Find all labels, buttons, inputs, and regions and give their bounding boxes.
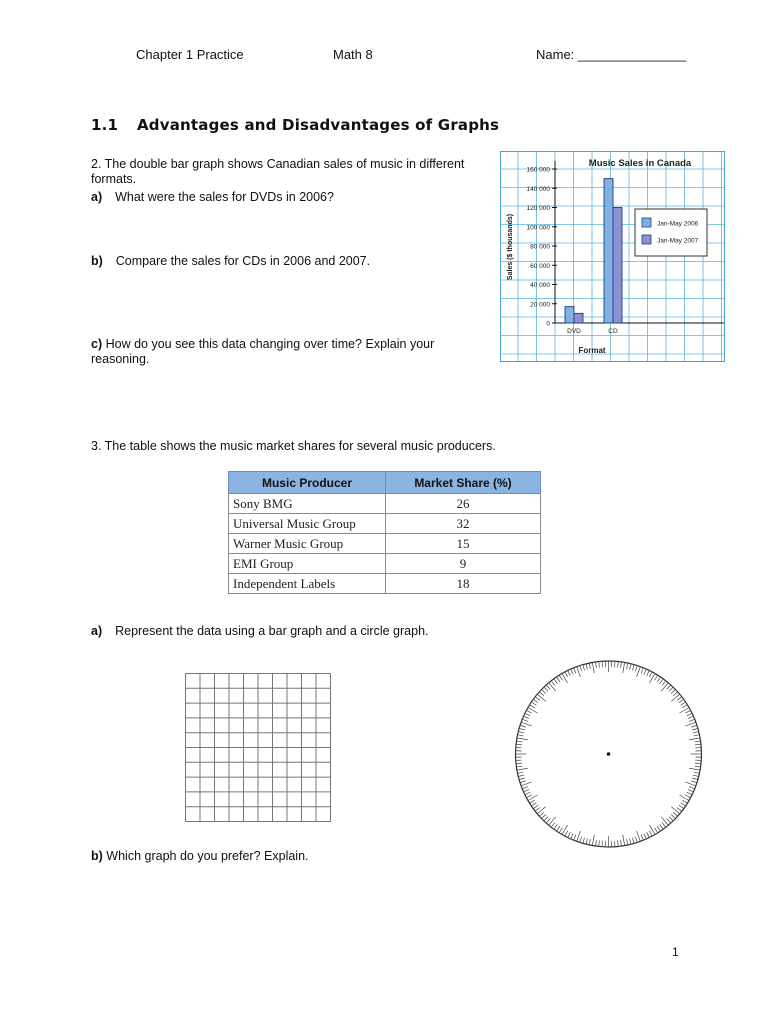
table-row: [229, 494, 541, 514]
q3-a-label: a): [91, 624, 103, 638]
table-row: [229, 534, 541, 554]
q2-intro-line2: formats.: [91, 172, 137, 186]
chart-legend-box: [635, 209, 707, 256]
chart-y-tick-label: 80 000: [530, 243, 550, 251]
chart-y-tick-label: 120 000: [526, 205, 550, 212]
market-share-table: [228, 471, 541, 594]
chart-legend-swatch: [642, 218, 651, 227]
table-cell-producer: Universal Music Group: [229, 514, 386, 534]
q2-a-label: a): [91, 190, 103, 204]
chart-y-tick-label: 40 000: [530, 282, 550, 289]
chart-y-tick-label: 140 000: [526, 185, 550, 193]
q2-part-b: [91, 254, 370, 269]
chart-y-tick-label: 160 000: [526, 166, 550, 174]
table-cell-share: 15: [386, 534, 541, 554]
chart-y-tick-label: 60 000: [530, 262, 550, 270]
chart-bar-cd-2: [613, 208, 622, 324]
table-cell-producer: Sony BMG: [229, 494, 386, 514]
q2-part-a: [91, 190, 334, 205]
header-subject: Math 8: [333, 47, 373, 62]
header-name-field: Name: _______________: [536, 47, 687, 62]
q3-part-a: [91, 624, 429, 639]
table-cell-share: 9: [386, 554, 541, 574]
q3-b-text: Which graph do you prefer? Explain.: [106, 849, 309, 863]
q3-part-b: [91, 849, 309, 864]
chart-bar-dvd-1: [565, 307, 574, 323]
header-chapter: Chapter 1 Practice: [136, 47, 244, 62]
music-sales-chart: [500, 151, 725, 362]
page-number: 1: [672, 945, 679, 959]
table-cell-share: 18: [386, 574, 541, 594]
blank-bar-graph-grid[interactable]: [185, 673, 332, 823]
table-cell-producer: EMI Group: [229, 554, 386, 574]
chart-legend: [635, 209, 707, 256]
table-cell-share: 26: [386, 494, 541, 514]
circle-center-dot: [607, 752, 611, 756]
table-cell-producer: Warner Music Group: [229, 534, 386, 554]
q2-intro: [91, 157, 464, 187]
q3-b-label: b): [91, 849, 103, 863]
chart-x-axis-label: Format: [578, 346, 606, 355]
chart-bar-dvd-2: [574, 313, 583, 323]
q2-a-text: What were the sales for DVDs in 2006?: [115, 190, 334, 204]
section-number: 1.1: [91, 116, 119, 134]
table-row: [229, 574, 541, 594]
table-row: [229, 554, 541, 574]
chart-legend-label: Jan-May 2006: [657, 220, 699, 228]
table-header-share: Market Share (%): [386, 472, 541, 494]
chart-y-tick-label: 20 000: [530, 301, 550, 309]
q2-b-label: b): [91, 254, 103, 268]
q3-intro: 3. The table shows the music market shares for several music producers.: [91, 439, 496, 453]
q2-b-text: Compare the sales for CDs in 2006 and 2007.: [115, 254, 371, 268]
blank-circle-graph[interactable]: [513, 656, 705, 852]
section-title-text: Advantages and Disadvantages of Graphs: [137, 116, 500, 134]
q3-a-text: Represent the data using a bar graph and a circle graph.: [115, 624, 429, 638]
section-title: [91, 116, 499, 134]
chart-legend-label: Jan-May 2007: [657, 237, 699, 245]
chart-y-tick-label: 100 000: [526, 224, 550, 232]
q2-part-c: [91, 337, 434, 367]
chart-y-axis-label: Sales ($ thousands): [507, 213, 514, 281]
q2-c-label: c): [91, 337, 103, 351]
chart-bar-cd-1: [604, 179, 613, 323]
q2-c-text-line1: How do you see this data changing over time? Explain your: [105, 337, 435, 351]
q2-intro-line1: 2. The double bar graph shows Canadian sales of music in different: [91, 157, 465, 171]
chart-x-tick-labels: [567, 328, 618, 335]
table-cell-producer: Independent Labels: [229, 574, 386, 594]
q2-c-text-line2: reasoning.: [91, 352, 150, 366]
table-cell-share: 32: [386, 514, 541, 534]
chart-y-tick-label: 0: [546, 320, 550, 328]
table-header-producer: Music Producer: [229, 472, 386, 494]
table-header-row: [229, 472, 541, 494]
chart-x-tick-label: DVD: [567, 328, 581, 335]
chart-x-tick-label: CD: [608, 328, 618, 335]
table-row: [229, 514, 541, 534]
chart-legend-swatch: [642, 235, 651, 244]
chart-title: Music Sales in Canada: [588, 158, 692, 169]
